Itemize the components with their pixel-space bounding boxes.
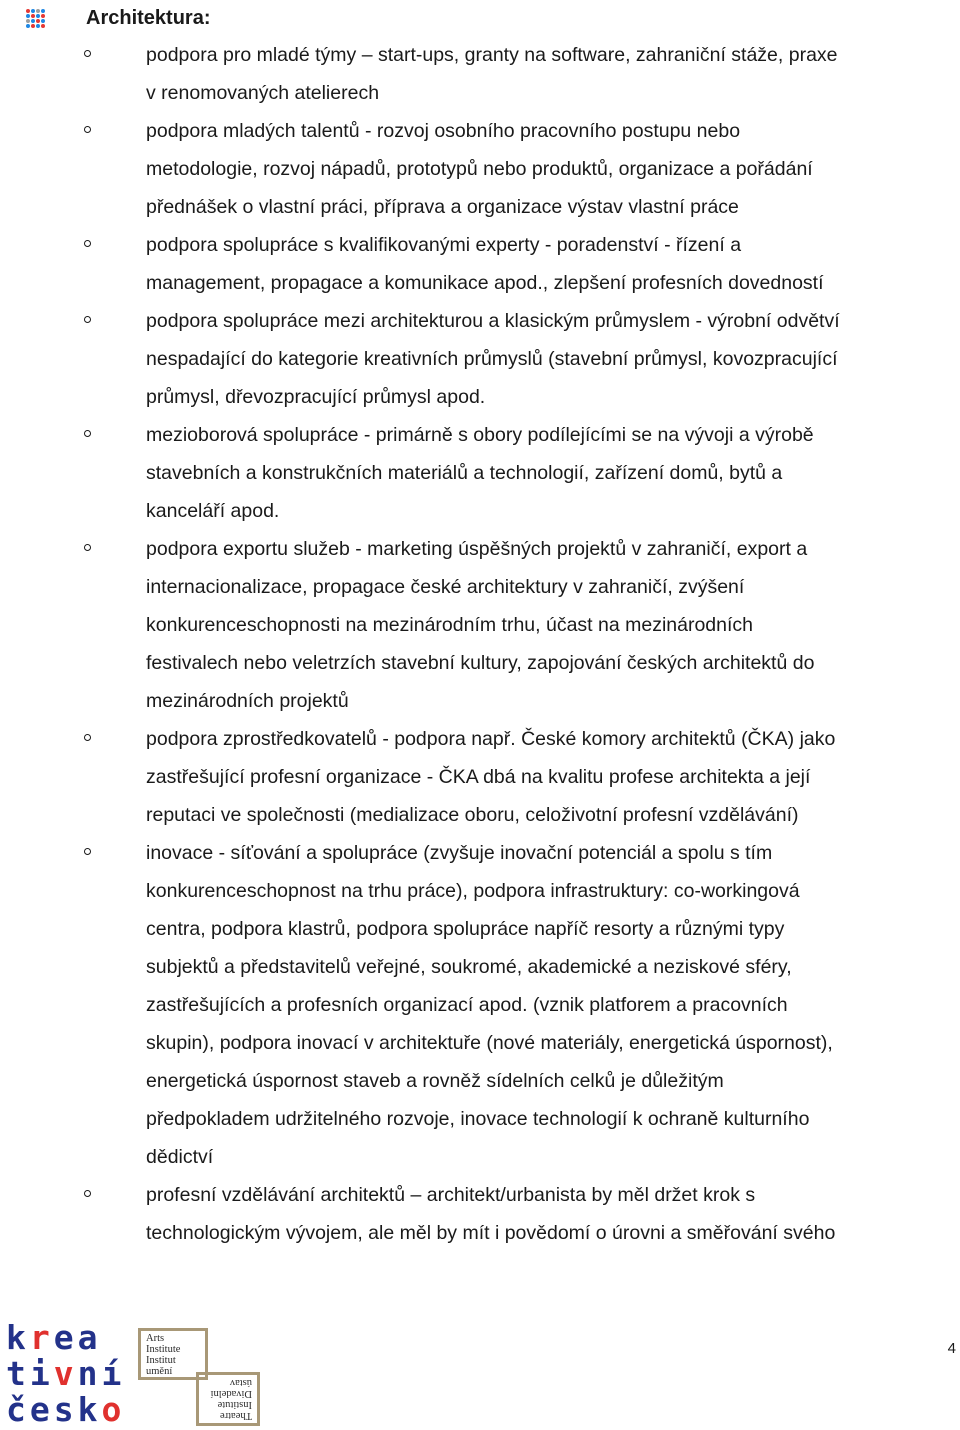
logo-line: umění bbox=[146, 1366, 173, 1377]
logo-letter: v bbox=[53, 1354, 78, 1393]
logo-line bbox=[6, 1356, 125, 1392]
logo-letter: t bbox=[6, 1354, 30, 1393]
grid-dot bbox=[26, 9, 30, 13]
bullet-circle-icon bbox=[84, 1190, 91, 1197]
bullet-text-line: internacionalizace, propagace české architektury v zahraničí, zvýšení bbox=[146, 576, 745, 598]
logo-letter: n bbox=[77, 1354, 102, 1393]
logo-line: ústav bbox=[229, 1377, 252, 1388]
page-number: 4 bbox=[947, 1340, 956, 1357]
logo-letter: s bbox=[53, 1390, 78, 1429]
logo-line: Institute bbox=[146, 1344, 181, 1355]
bullet-text-line: skupin), podpora inovací v architektuře (nové materiály, energetická úspornost), bbox=[146, 1032, 833, 1054]
list-item bbox=[84, 416, 950, 530]
bullet-text-line: v renomovaných atelierech bbox=[146, 82, 380, 104]
grid-dot bbox=[31, 14, 35, 18]
logo-letter: a bbox=[77, 1318, 102, 1357]
list-item bbox=[84, 720, 950, 834]
logo-letter: e bbox=[53, 1318, 78, 1357]
bullet-circle-icon bbox=[84, 50, 91, 57]
bullet-text-line: přednášek o vlastní práci, příprava a organizace výstav vlastní práce bbox=[146, 196, 739, 218]
section-heading bbox=[26, 4, 210, 32]
bullet-text-line: podpora exportu služeb - marketing úspěšných projektů v zahraničí, export a bbox=[146, 538, 808, 560]
bullet-text-line: profesní vzdělávání architektů – architekt/urbanista by měl držet krok s bbox=[146, 1184, 756, 1206]
bullet-text-line: průmysl, dřevozpracující průmysl apod. bbox=[146, 386, 486, 408]
bullet-text-line: zastřešujících a profesních organizací apod. (vznik platforem a pracovních bbox=[146, 994, 788, 1016]
section-title: Architektura: bbox=[86, 6, 211, 29]
kreativni-cesko-logo bbox=[6, 1320, 125, 1428]
list-item bbox=[84, 226, 950, 302]
logo-letter: r bbox=[29, 1318, 54, 1357]
bullet-circle-icon bbox=[84, 544, 91, 551]
bullet-list bbox=[84, 36, 950, 1252]
bullet-circle-icon bbox=[84, 316, 91, 323]
grid-dot bbox=[31, 24, 35, 28]
bullet-text-line: energetická úspornost staveb a rovněž sídelních celků je důležitým bbox=[146, 1070, 724, 1092]
bullet-text-line: předpokladem udržitelného rozvoje, inovace technologií k ochraně kulturního bbox=[146, 1108, 810, 1130]
grid-dot bbox=[41, 9, 45, 13]
bullet-text-line: podpora pro mladé týmy – start-ups, granty na software, zahraniční stáže, praxe bbox=[146, 44, 838, 66]
bullet-text-line: podpora mladých talentů - rozvoj osobního pracovního postupu nebo bbox=[146, 120, 741, 142]
bullet-text-line: stavebních a konstrukčních materiálů a technologií, zařízení domů, bytů a bbox=[146, 462, 783, 484]
bullet-text-line: podpora zprostředkovatelů - podpora např. České komory architektů (ČKA) jako bbox=[146, 728, 836, 750]
list-item bbox=[84, 1176, 950, 1252]
list-item bbox=[84, 530, 950, 720]
logo-line: Theatre bbox=[219, 1410, 252, 1421]
logo-line: Arts bbox=[146, 1333, 165, 1344]
grid-dot bbox=[41, 24, 45, 28]
bullet-text-line: management, propagace a komunikace apod., zlepšení profesních dovedností bbox=[146, 272, 824, 294]
bullet-circle-icon bbox=[84, 126, 91, 133]
bullet-text-line: inovace - síťování a spolupráce (zvyšuje inovační potenciál a spolu s tím bbox=[146, 842, 773, 864]
logo-line: Divadelní bbox=[210, 1388, 252, 1399]
bullet-text-line: dědictví bbox=[146, 1146, 214, 1168]
grid-dot bbox=[26, 14, 30, 18]
grid-dot bbox=[31, 9, 35, 13]
bullet-text-line: konkurenceschopnost na trhu práce), podpora infrastruktury: co-workingová bbox=[146, 880, 800, 902]
bullet-text-line: kanceláří apod. bbox=[146, 500, 280, 522]
bullet-text-line: nespadající do kategorie kreativních průmyslů (stavební průmysl, kovozpracující bbox=[146, 348, 838, 370]
bullet-text-line: zastřešující profesní organizace - ČKA dbá na kvalitu profese architekta a její bbox=[146, 766, 811, 788]
bullet-square-grid-icon bbox=[26, 9, 44, 27]
bullet-circle-icon bbox=[84, 734, 91, 741]
logo-letter: e bbox=[29, 1390, 54, 1429]
grid-dot bbox=[41, 14, 45, 18]
logo-line bbox=[6, 1320, 125, 1356]
footer-logos bbox=[0, 1316, 960, 1430]
bullet-text-line: konkurenceschopnosti na mezinárodním trhu, účast na mezinárodních bbox=[146, 614, 754, 636]
logo-letter: k bbox=[6, 1318, 30, 1357]
grid-dot bbox=[31, 19, 35, 23]
theatre-institute-logo bbox=[196, 1372, 260, 1426]
logo-letter: č bbox=[6, 1390, 30, 1429]
bullet-text-line: centra, podpora klastrů, podpora spolupráce napříč resorty a různými typy bbox=[146, 918, 785, 940]
bullet-text-line: reputaci ve společnosti (medializace oboru, celoživotní profesní vzdělávání) bbox=[146, 804, 799, 826]
grid-dot bbox=[36, 19, 40, 23]
list-item bbox=[84, 834, 950, 1176]
bullet-circle-icon bbox=[84, 848, 91, 855]
bullet-text-line: mezinárodních projektů bbox=[146, 690, 349, 712]
logo-letter: i bbox=[29, 1354, 54, 1393]
logo-line bbox=[6, 1392, 125, 1428]
grid-dot bbox=[26, 19, 30, 23]
bullet-text-line: metodologie, rozvoj nápadů, prototypů nebo produktů, organizace a pořádání bbox=[146, 158, 813, 180]
bullet-circle-icon bbox=[84, 430, 91, 437]
logo-line: Institut bbox=[146, 1355, 176, 1366]
logo-line: Institute bbox=[217, 1399, 252, 1410]
bullet-text-line: festivalech nebo veletrzích stavební kultury, zapojování českých architektů do bbox=[146, 652, 815, 674]
bullet-circle-icon bbox=[84, 240, 91, 247]
grid-dot bbox=[41, 19, 45, 23]
list-item bbox=[84, 36, 950, 112]
logo-letter: k bbox=[77, 1390, 102, 1429]
logo-letter: o bbox=[101, 1390, 126, 1429]
bullet-text-line: technologickým vývojem, ale měl by mít i povědomí o úrovni a směřování svého bbox=[146, 1222, 836, 1244]
bullet-text-line: podpora spolupráce s kvalifikovanými experty - poradenství - řízení a bbox=[146, 234, 742, 256]
grid-dot bbox=[36, 14, 40, 18]
bullet-text-line: mezioborová spolupráce - primárně s obory podílejícími se na vývoji a výrobě bbox=[146, 424, 814, 446]
grid-dot bbox=[36, 24, 40, 28]
list-item bbox=[84, 112, 950, 226]
logo-letter: í bbox=[101, 1354, 126, 1393]
grid-dot bbox=[36, 9, 40, 13]
bullet-text-line: podpora spolupráce mezi architekturou a klasickým průmyslem - výrobní odvětví bbox=[146, 310, 840, 332]
list-item bbox=[84, 302, 950, 416]
grid-dot bbox=[26, 24, 30, 28]
bullet-text-line: subjektů a představitelů veřejné, soukromé, akademické a neziskové sféry, bbox=[146, 956, 792, 978]
